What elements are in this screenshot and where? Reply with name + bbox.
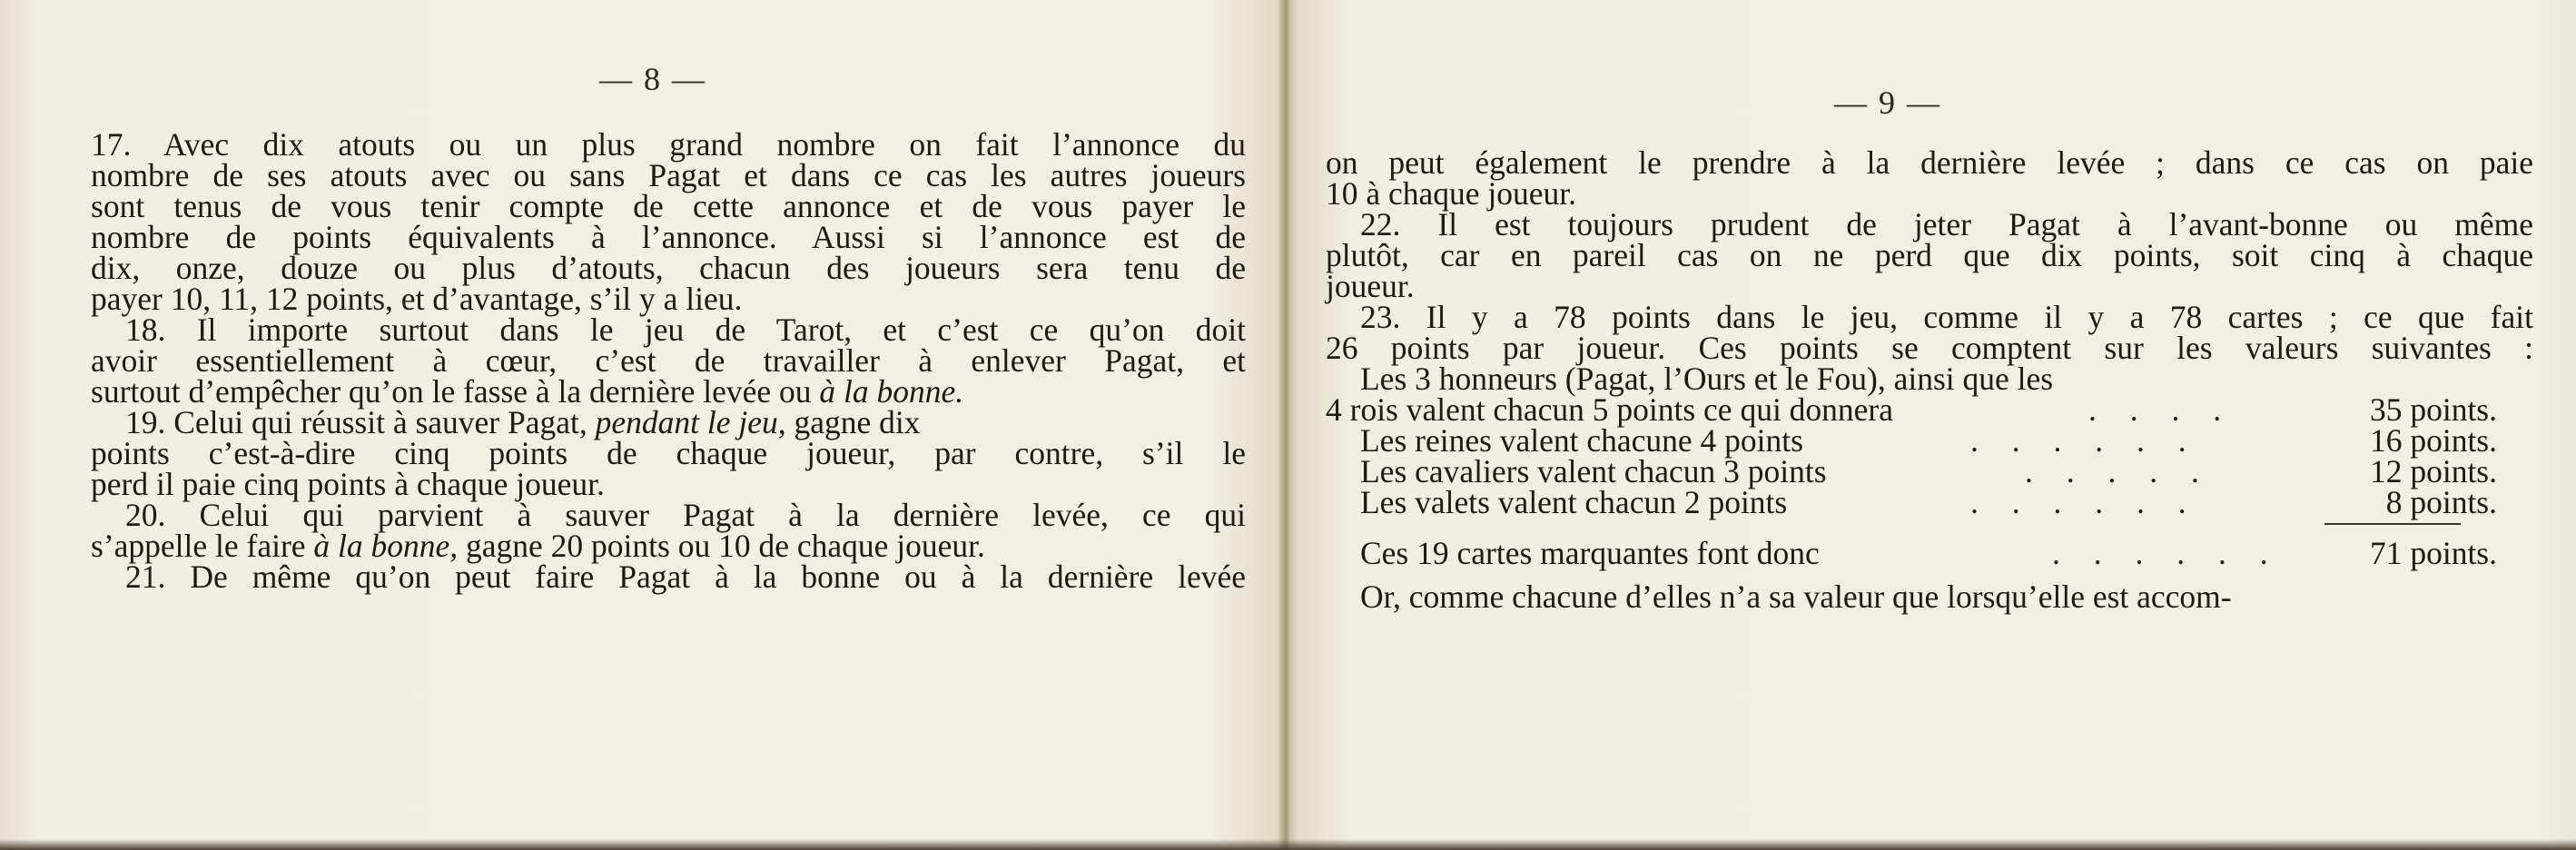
leader-dots: . . . . . . (1970, 484, 2199, 520)
text-run: gagne 20 points ou 10 de chaque joueur. (458, 528, 985, 564)
text-line: sont tenus de vous tenir compte de cette annonce et de vous payer le (91, 188, 1246, 224)
tally-row-cavaliers (1326, 453, 2533, 489)
text-line: Les 3 honneurs (Pagat, l’Ours et le Fou), ainsi que les (1360, 361, 2054, 397)
italic-run: à la bonne. (819, 373, 964, 410)
tally-row-valets (1326, 484, 2533, 520)
tally-label: Les cavaliers valent chacun 3 points (1360, 453, 1827, 489)
text-line: plutôt, car en pareil cas on ne perd que dix points, soit cinq à chaque (1326, 237, 2533, 273)
text-line: points c’est-à-dire cinq points de chaque joueur, par contre, s’il le (91, 435, 1246, 471)
tally-label: Les valets valent chacun 2 points (1360, 484, 1788, 520)
leader-dots: . . . . . (2025, 453, 2212, 489)
text-line (91, 404, 1246, 440)
text-line: nombre de ses atouts avec ou sans Pagat et dans ce cas les autres joueurs (91, 157, 1246, 193)
sum-rule-wrap (1326, 518, 2533, 530)
tally-label: Ces 19 cartes marquantes font donc (1360, 535, 1820, 571)
text-line: 17. Avec dix atouts ou un plus grand nombre on fait l’annonce du (91, 126, 1246, 163)
page-number-right: — 9 — (1834, 84, 1941, 121)
page-number-left: — 8 — (599, 61, 706, 97)
text-line: 26 points par joueur. Ces points se comptent sur les valeurs suivantes : (1326, 330, 2533, 366)
left-page (0, 0, 1282, 850)
tally-row-kings (1326, 391, 2533, 428)
text-run: surtout d’empêcher qu’on le fasse à la dernière levée ou (91, 373, 820, 410)
text-line (91, 528, 1246, 564)
italic-run: à la bonne, (313, 528, 459, 564)
tally-label: Les reines valent chacune 4 points (1360, 422, 1803, 459)
text-line: avoir essentiellement à cœur, c’est de travailler à enlever Pagat, et (91, 342, 1246, 379)
tally-points: 35 points. (2369, 391, 2497, 428)
text-line: 18. Il importe surtout dans le jeu de Tarot, et c’est ce qu’on doit (125, 311, 1246, 348)
right-page-text (1326, 144, 2533, 615)
text-line: joueur. (1326, 268, 1415, 304)
text-line: perd il paie cinq points à chaque joueur. (91, 466, 605, 502)
text-line: on peut également le prendre à la dernière levée ; dans ce cas on paie (1326, 144, 2533, 181)
tally-label: 4 rois valent chacun 5 points ce qui donnera (1326, 391, 1894, 428)
text-line: dix, onze, douze ou plus d’atouts, chacun des joueurs sera tenu de (91, 250, 1246, 286)
bottom-edge-shadow (0, 839, 2576, 850)
text-line: Or, comme chacune d’elles n’a sa valeur que lorsqu’elle est accom- (1360, 578, 2232, 615)
text-line: 20. Celui qui parvient à sauver Pagat à la dernière levée, ce qui (125, 497, 1246, 533)
text-line: 22. Il est toujours prudent de jeter Pagat à l’avant-bonne ou même (1360, 206, 2533, 242)
tally-points: 16 points. (2369, 422, 2497, 459)
leader-dots: . . . . . . (2052, 535, 2281, 571)
text-line: 21. De même qu’on peut faire Pagat à la bonne ou à la dernière levée (125, 558, 1246, 595)
text-run: gagne dix (785, 404, 921, 440)
right-page (1289, 0, 2576, 850)
text-line (91, 373, 1246, 410)
text-line: 23. Il y a 78 points dans le jeu, comme il y a 78 cartes ; ce que fait (1360, 299, 2533, 335)
leader-dots: . . . . (2088, 391, 2235, 428)
tally-row-queens (1326, 422, 2533, 459)
text-line: payer 10, 11, 12 points, et d’avantage, s’il y a lieu. (91, 281, 743, 317)
text-line: 10 à chaque joueur. (1326, 175, 1577, 212)
tally-points: 8 points. (2385, 484, 2497, 520)
text-run: s’appelle le faire (91, 528, 314, 564)
italic-run: pendant le jeu, (595, 404, 786, 440)
text-run: 19. Celui qui réussit à sauver Pagat, (125, 404, 596, 440)
leader-dots: . . . . . . (1970, 422, 2199, 459)
left-page-text (91, 126, 1246, 595)
tally-row-total (1326, 535, 2533, 571)
tally-points: 12 points. (2369, 453, 2497, 489)
text-line: nombre de points équivalents à l’annonce. Aussi si l’annonce est de (91, 219, 1246, 255)
tally-points: 71 points. (2369, 535, 2497, 571)
sum-rule (2324, 523, 2461, 525)
